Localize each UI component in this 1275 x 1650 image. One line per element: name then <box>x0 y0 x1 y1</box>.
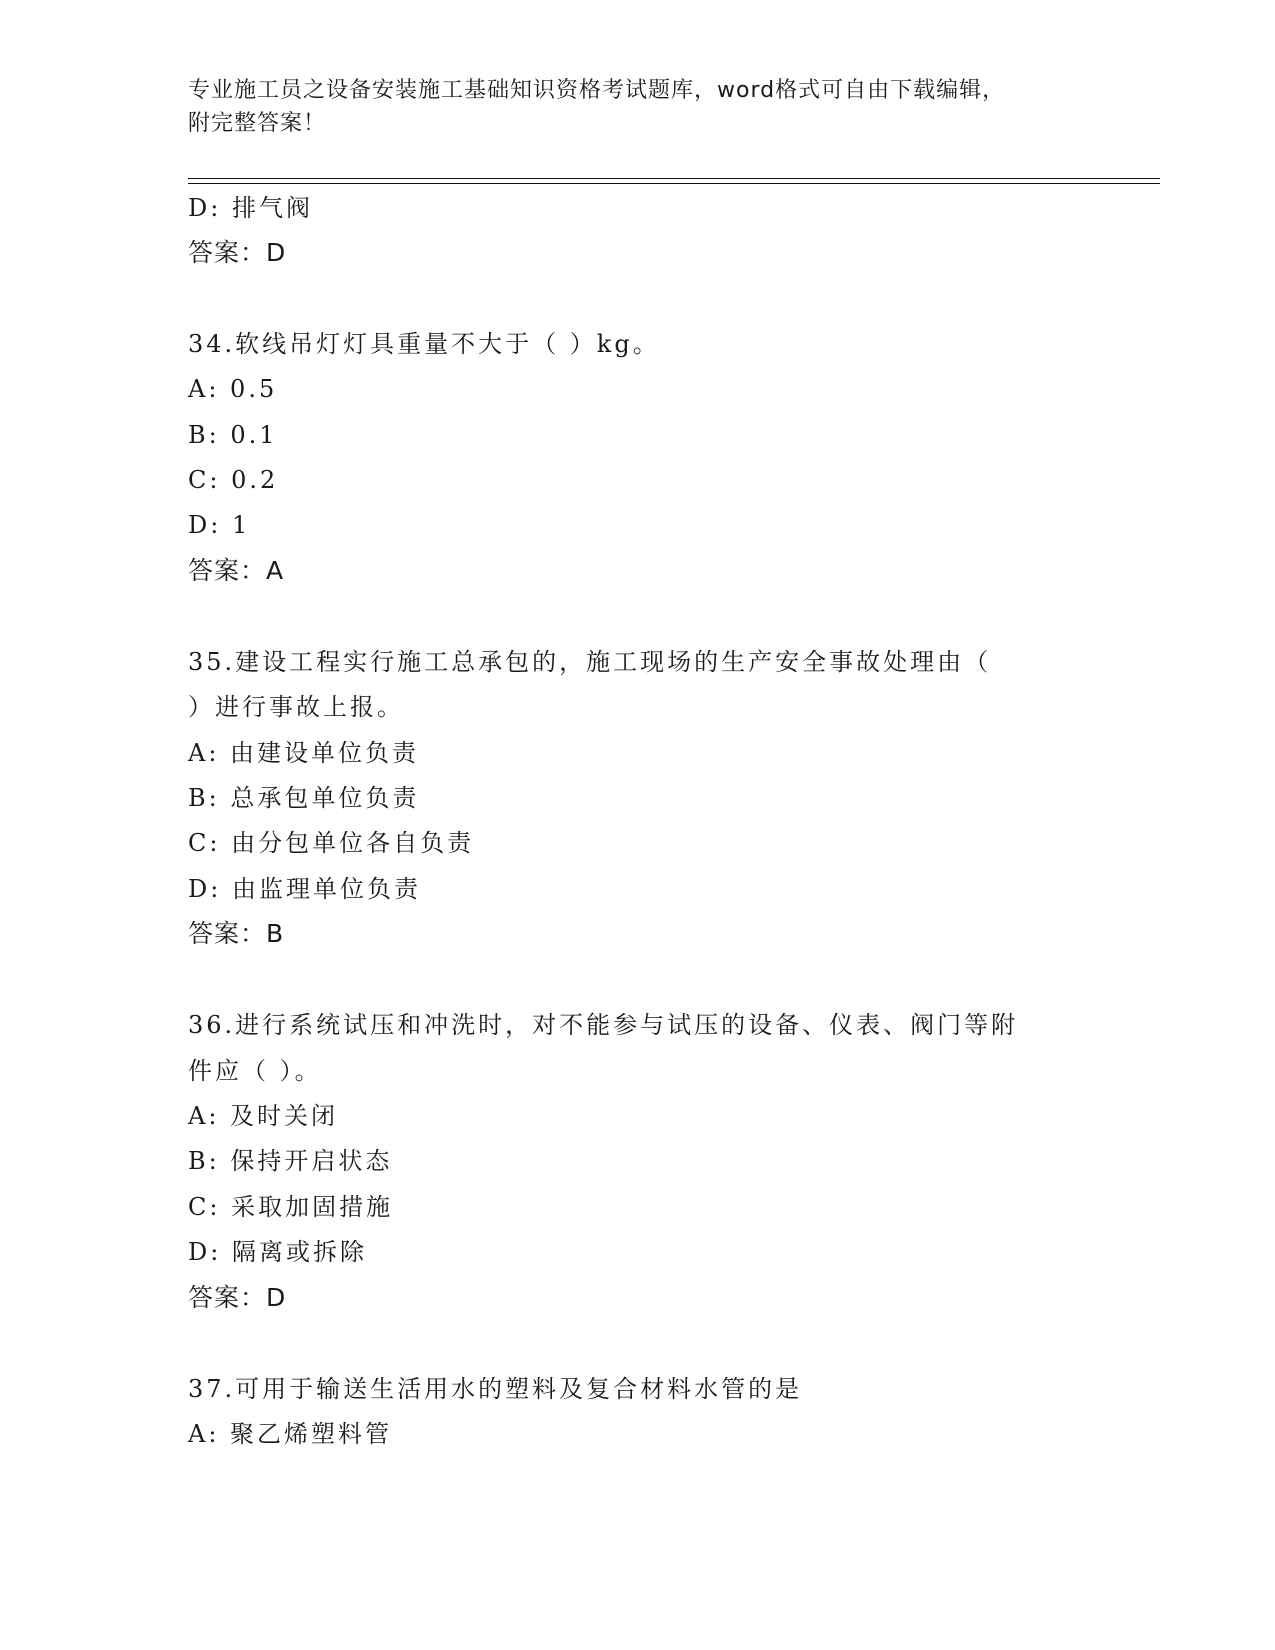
q36-option-c: C: 采取加固措施 <box>188 1193 394 1221</box>
q34-option-a: A: 0.5 <box>188 375 278 403</box>
q36-option-a: A: 及时关闭 <box>188 1102 339 1130</box>
q33-option-d: D: 排气阀 <box>188 194 313 222</box>
q36-option-d: D: 隔离或拆除 <box>188 1238 367 1266</box>
q35-option-a: A: 由建设单位负责 <box>188 739 420 767</box>
q35-answer: 答案：B <box>188 919 285 948</box>
q34-option-d: D: 1 <box>188 511 251 539</box>
q35-option-d: D: 由监理单位负责 <box>188 875 421 903</box>
q37-question: 37.可用于输送生活用水的塑料及复合材料水管的是 <box>188 1375 803 1403</box>
q34-answer: 答案：A <box>188 556 285 585</box>
q36-option-b: B: 保持开启状态 <box>188 1147 393 1175</box>
header-divider-bottom <box>188 183 1160 184</box>
q35-question-line-2: ）进行事故上报。 <box>188 693 404 721</box>
document-header <box>188 74 1068 140</box>
q36-question-line-1: 36.进行系统试压和冲洗时，对不能参与试压的设备、仪表、阀门等附 <box>188 1011 1019 1039</box>
q35-question-line-1: 35.建设工程实行施工总承包的，施工现场的生产安全事故处理由（ <box>188 648 992 676</box>
q34-option-c: C: 0.2 <box>188 466 279 494</box>
q34-option-b: B: 0.1 <box>188 421 278 449</box>
q36-answer: 答案：D <box>188 1283 287 1312</box>
q36-question-line-2: 件应（ ）。 <box>188 1057 322 1085</box>
q33-answer: 答案：D <box>188 238 287 267</box>
header-line-2: 附完整答案！ <box>188 111 327 136</box>
header-line-1: 专业施工员之设备安装施工基础知识资格考试题库，word格式可自由下载编辑， <box>188 78 1006 103</box>
header-divider-top <box>188 178 1160 179</box>
q35-option-b: B: 总承包单位负责 <box>188 784 420 812</box>
q34-question: 34.软线吊灯灯具重量不大于（ ）kg。 <box>188 330 660 358</box>
q35-option-c: C: 由分包单位各自负责 <box>188 829 475 857</box>
q37-option-a: A: 聚乙烯塑料管 <box>188 1420 393 1448</box>
